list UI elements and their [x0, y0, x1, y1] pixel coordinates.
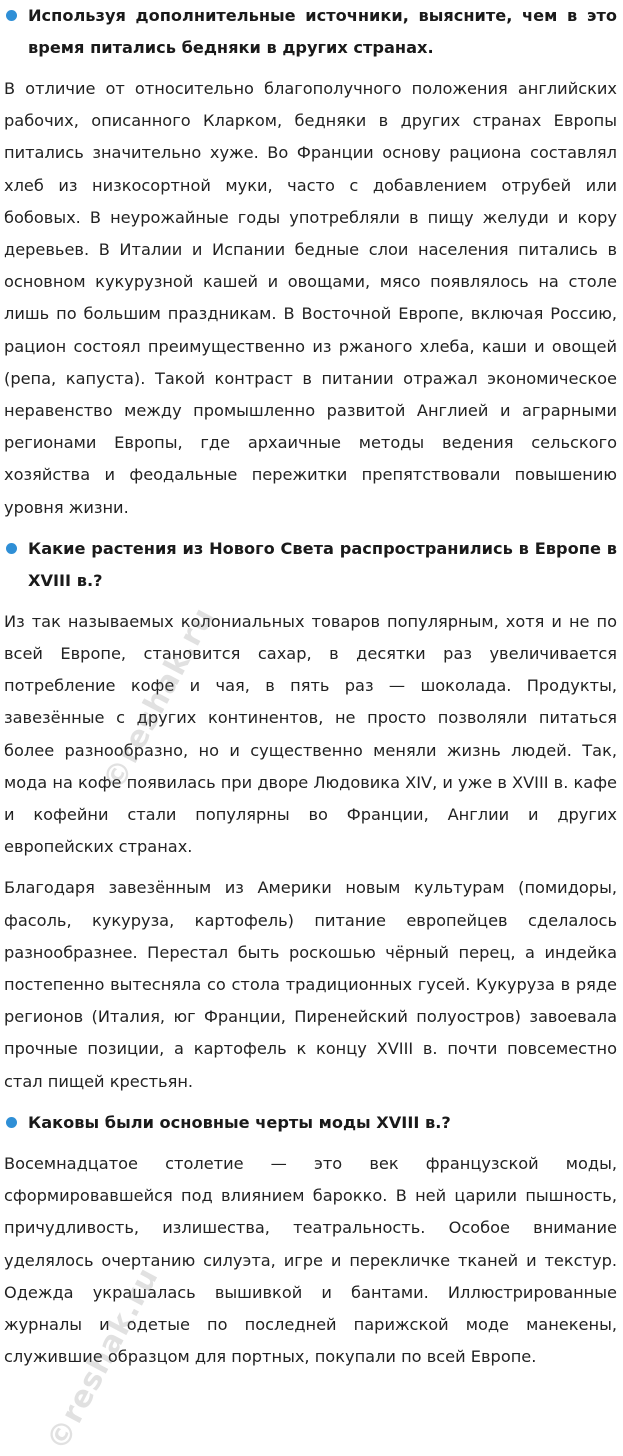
watermark: ©reshak.ru — [96, 601, 222, 797]
section-new-world-plants — [4, 533, 617, 1098]
bullet-icon — [6, 543, 17, 554]
answer-paragraph: Восемнадцатое столетие — это век французской моды, сформировавшейся под влиянием барокко. В ней царили пышность, причудливость, излишества, театральность. Особое внимание уделялось очертанию силуэта, игре и перекличке тканей и текстур. Одежда украшалась вышивкой и бантами. Иллюстрированные журналы и одетые по последней парижской моде манекены, служившие образцом для портных, покупали по всей Европе. — [4, 1153, 617, 1367]
answer-paragraph: Благодаря завезённым из Америки новым культурам (помидоры, фасоль, кукуруза, картофель) питание европейцев сделалось разнообразнее. Перестал быть роскошью чёрный перец, а индейка постепенно вытесняла со стола традиционных гусей. Кукуруза в ряде регионов (Италия, юг Франции, Пиренейский полуостров) завоевала прочные позиции, а картофель к концу XVIII в. почти повсеместно стал пищей крестьян. — [4, 878, 617, 1091]
section-poor-nutrition — [4, 0, 617, 524]
question-heading — [4, 0, 617, 64]
section-fashion — [4, 1107, 617, 1373]
question-text: Используя дополнительные источники, выясните, чем в это время питались бедняки в других странах. — [28, 6, 617, 57]
answer-paragraph: В отличие от относительно благополучного положения английских рабочих, описанного Кларком, бедняки в других странах Европы питались значительно хуже. Во Франции основу рациона составлял хлеб из низкосортной муки, часто с добавлением отрубей или бобовых. В неурожайные годы употребляли в пищу желуди и кору деревьев. В Италии и Испании бедные слои населения питались в основном кукурузной кашей и овощами, мясо появлялось на столе лишь по большим праздникам. В Восточной Европе, включая Россию, рацион состоял преимущественно из ржаного хлеба, каши и овощей (репа, капуста). Такой контраст в питании отражал экономическое неравенство между промышленно развитой Англией и аграрными регионами Европы, где архаичные методы ведения сельского хозяйства и феодальные пережитки препятствовали повышению уровня жизни. — [4, 79, 617, 517]
question-heading — [4, 1107, 617, 1139]
question-text: Каковы были основные черты моды XVIII в.? — [28, 1112, 451, 1132]
answer-paragraph: Из так называемых колониальных товаров популярным, хотя и не по всей Европе, становится сахар, в десятки раз увеличивается потребление кофе и чая, в пять раз — шоколада. Продукты, завезённые с других континентов, не просто позволяли питаться более разнообразно, но и существенно меняли жизнь людей. Так, мода на кофе появилась при дворе Людовика XIV, и уже в XVIII в. кафе и кофейни стали популярны во Франции, Англии и других европейских странах. — [4, 611, 617, 857]
watermark: ©reshak.ru — [40, 1261, 166, 1456]
question-heading — [4, 533, 617, 597]
bullet-icon — [6, 10, 17, 21]
question-text: Какие растения из Нового Света распространились в Европе в XVIII в.? — [28, 538, 617, 590]
bullet-icon — [6, 1117, 17, 1128]
